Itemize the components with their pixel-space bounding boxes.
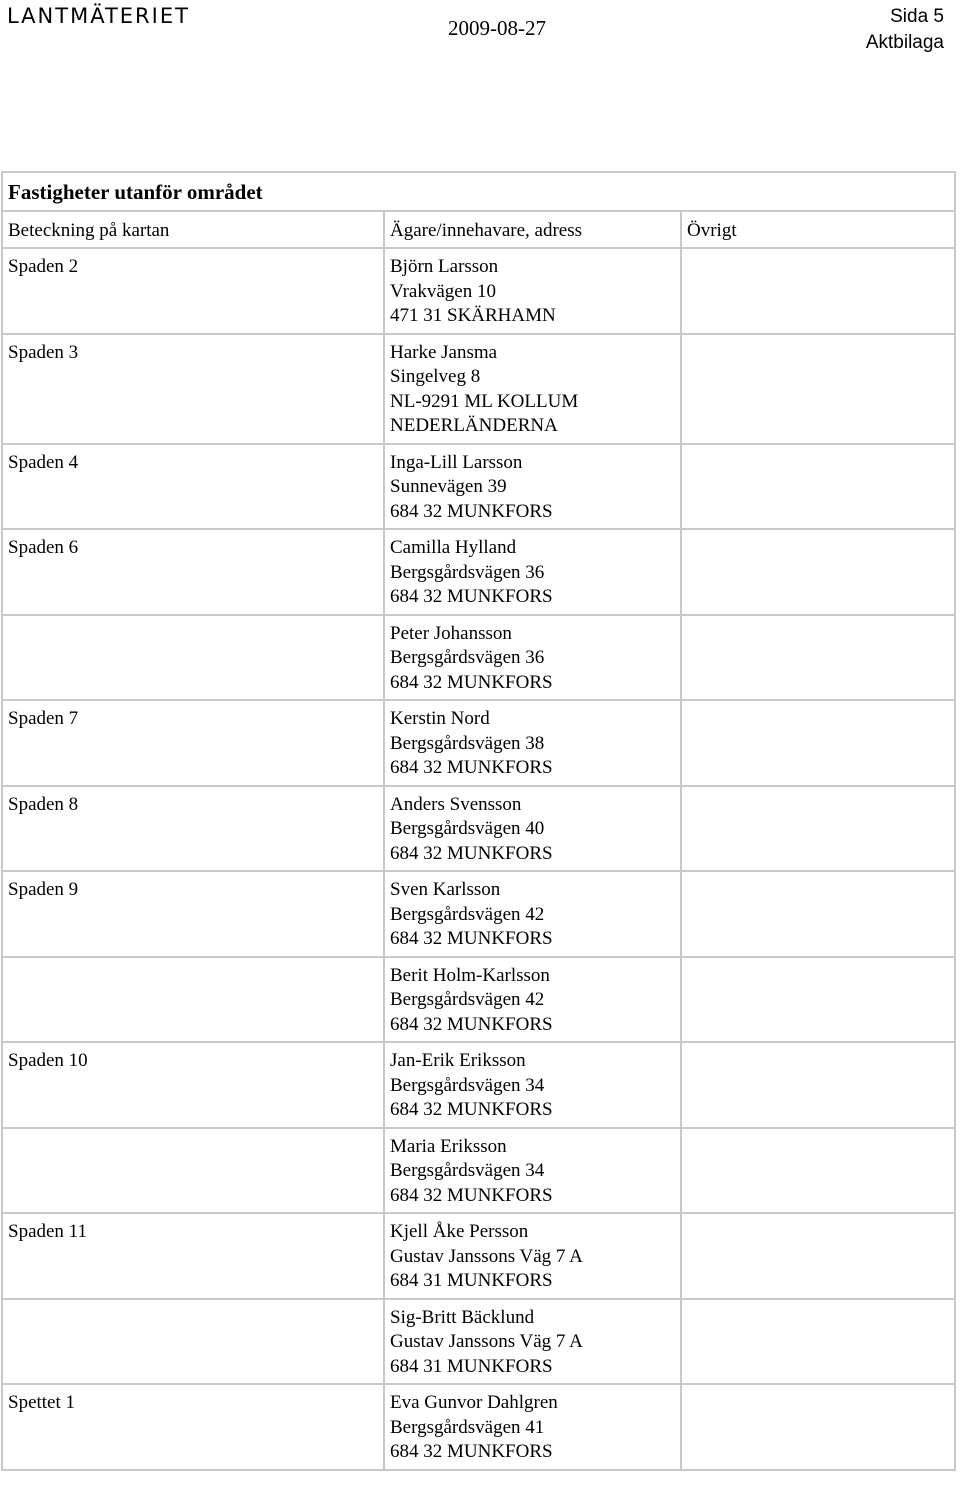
column-header-designation: Beteckning på kartan: [2, 211, 384, 249]
owner-line: Bergsgårdsvägen 42: [390, 989, 545, 1010]
owner-cell: [384, 529, 681, 615]
owner-cell: [384, 1299, 681, 1385]
other-cell: [681, 529, 955, 615]
owner-line: Sig-Britt Bäcklund: [390, 1306, 535, 1328]
designation-cell: Spaden 6: [2, 529, 384, 615]
other-cell: [681, 1299, 955, 1385]
other-cell: [681, 700, 955, 786]
column-header-row: [2, 211, 955, 249]
owner-cell: [384, 957, 681, 1043]
owner-cell: [384, 786, 681, 872]
owner-line: 684 32 MUNKFORS: [390, 671, 553, 693]
owner-line: Maria Eriksson: [390, 1135, 507, 1157]
other-cell: [681, 615, 955, 701]
owner-line: Camilla Hylland: [390, 537, 517, 558]
table-row: [2, 1128, 955, 1214]
designation-cell: Spaden 3: [2, 334, 384, 444]
owner-line: Bergsgårdsvägen 41: [390, 1416, 545, 1438]
table-row: [2, 1213, 955, 1299]
owner-line: Vrakvägen 10: [390, 280, 496, 302]
section-title-row: [2, 172, 955, 211]
designation-cell: Spaden 10: [2, 1042, 384, 1128]
owner-line: 684 32 MUNKFORS: [390, 1184, 553, 1206]
table-row: [2, 615, 955, 701]
column-header-other: Övrigt: [681, 211, 955, 249]
owner-line: Berit Holm-Karlsson: [390, 964, 550, 986]
owner-cell: [384, 1213, 681, 1299]
owner-cell: [384, 871, 681, 957]
table-row: [2, 957, 955, 1043]
owner-line: Bergsgårdsvägen 40: [390, 818, 545, 839]
table-row: [2, 700, 955, 786]
other-cell: [681, 957, 955, 1043]
owner-line: 684 32 MUNKFORS: [390, 500, 553, 522]
owner-line: 684 32 MUNKFORS: [390, 928, 553, 949]
owner-line: Bergsgårdsvägen 36: [390, 561, 545, 583]
designation-cell: [2, 615, 384, 701]
owner-cell: [384, 1042, 681, 1128]
table-row: [2, 1384, 955, 1470]
table-row: [2, 334, 955, 444]
table-row: [2, 871, 955, 957]
owner-line: Bergsgårdsvägen 38: [390, 732, 545, 754]
other-cell: [681, 334, 955, 444]
owner-line: 684 32 MUNKFORS: [390, 1013, 553, 1035]
other-cell: [681, 444, 955, 530]
designation-cell: Spaden 4: [2, 444, 384, 530]
other-cell: [681, 1213, 955, 1299]
other-cell: [681, 871, 955, 957]
owner-line: Kjell Åke Persson: [390, 1221, 529, 1242]
owner-cell: [384, 334, 681, 444]
owner-line: Harke Jansma: [390, 341, 498, 363]
owner-line: 684 32 MUNKFORS: [390, 1441, 553, 1462]
owner-line: 684 32 MUNKFORS: [390, 842, 553, 864]
table-row: [2, 529, 955, 615]
other-cell: [681, 1128, 955, 1214]
owner-cell: [384, 1384, 681, 1470]
owner-line: Gustav Janssons Väg 7 A: [390, 1245, 583, 1267]
owner-line: Eva Gunvor Dahlgren: [390, 1392, 558, 1413]
page-info: [866, 4, 944, 56]
designation-cell: [2, 1299, 384, 1385]
owner-line: NEDERLÄNDERNA: [390, 415, 558, 436]
designation-cell: Spettet 1: [2, 1384, 384, 1470]
owner-cell: [384, 248, 681, 334]
owner-line: Bergsgårdsvägen 34: [390, 1160, 545, 1181]
owner-line: Peter Johansson: [390, 622, 512, 644]
designation-cell: Spaden 9: [2, 871, 384, 957]
table-row: [2, 1042, 955, 1128]
owner-line: NL-9291 ML KOLLUM: [390, 390, 579, 412]
owner-line: 684 32 MUNKFORS: [390, 586, 553, 607]
designation-cell: Spaden 7: [2, 700, 384, 786]
owner-line: Gustav Janssons Väg 7 A: [390, 1331, 583, 1352]
org-name: LANTMÄTERIET: [7, 4, 190, 28]
owner-line: Sunnevägen 39: [390, 476, 507, 497]
owner-line: Bergsgårdsvägen 34: [390, 1074, 545, 1096]
owner-line: Bergsgårdsvägen 42: [390, 903, 545, 925]
document-type: Aktbilaga: [865, 32, 944, 53]
designation-cell: [2, 1128, 384, 1214]
other-cell: [681, 786, 955, 872]
table-row: [2, 786, 955, 872]
table-row: [2, 248, 955, 334]
owner-line: 684 32 MUNKFORS: [390, 1099, 553, 1120]
owner-line: 684 31 MUNKFORS: [390, 1270, 553, 1291]
owner-line: 471 31 SKÄRHAMN: [390, 305, 556, 326]
owner-cell: [384, 700, 681, 786]
owner-line: 684 31 MUNKFORS: [390, 1355, 553, 1377]
owner-line: Kerstin Nord: [390, 708, 490, 729]
designation-cell: [2, 957, 384, 1043]
other-cell: [681, 1384, 955, 1470]
owner-line: 684 32 MUNKFORS: [390, 757, 553, 778]
designation-cell: Spaden 11: [2, 1213, 384, 1299]
designation-cell: Spaden 2: [2, 248, 384, 334]
document-date: 2009-08-27: [448, 16, 546, 40]
page-number: Sida 5: [890, 6, 944, 27]
section-title: Fastigheter utanför området: [2, 172, 955, 211]
owner-line: Anders Svensson: [390, 793, 522, 815]
owner-line: Bergsgårdsvägen 36: [390, 647, 545, 668]
owner-line: Jan-Erik Eriksson: [390, 1050, 526, 1071]
other-cell: [681, 1042, 955, 1128]
table-row: [2, 444, 955, 530]
column-header-owner: Ägare/innehavare, adress: [384, 211, 681, 249]
owner-line: Björn Larsson: [390, 256, 499, 277]
owner-line: Sven Karlsson: [390, 879, 501, 900]
owner-cell: [384, 1128, 681, 1214]
designation-cell: Spaden 8: [2, 786, 384, 872]
owner-line: Singelveg 8: [390, 366, 481, 387]
owner-cell: [384, 444, 681, 530]
table-row: [2, 1299, 955, 1385]
owner-line: Inga-Lill Larsson: [390, 451, 523, 473]
other-cell: [681, 248, 955, 334]
properties-table: [1, 171, 956, 1471]
owner-cell: [384, 615, 681, 701]
